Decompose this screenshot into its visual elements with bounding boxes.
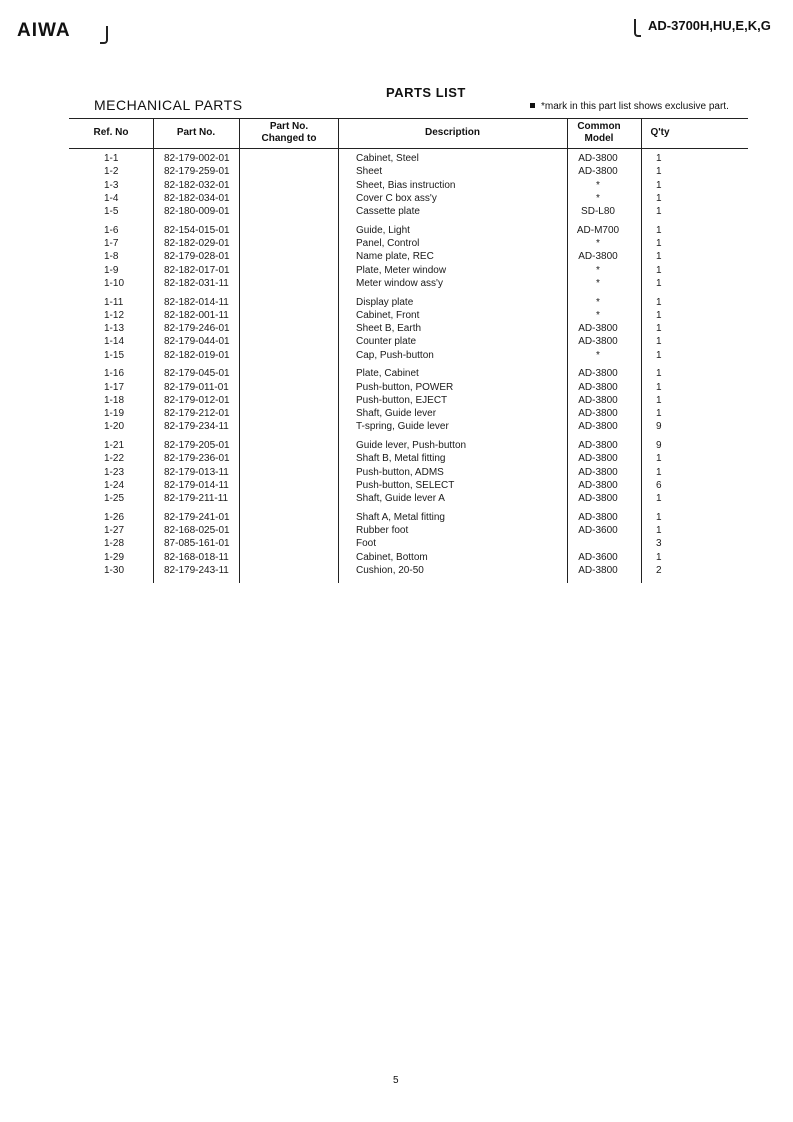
row-desc: Rubber foot [356, 525, 409, 536]
row-model: AD-3800 [578, 408, 618, 419]
row-desc: Shaft, Guide lever A [356, 493, 445, 504]
row-model: * [596, 296, 600, 308]
row-ref: 1-14 [104, 336, 125, 348]
row-ref: 1-27 [104, 525, 125, 536]
row-desc: Plate, Meter window [356, 264, 447, 276]
row-part: 82-179-205-01 [164, 440, 230, 451]
exclusive-note [530, 101, 729, 112]
row-model: * [596, 309, 600, 321]
row-part: 82-168-018-11 [164, 551, 229, 563]
model-number: AD-3700H,HU,E,K,G [648, 18, 771, 33]
row-desc: Panel, Control [356, 238, 420, 249]
row-part: 82-179-045-01 [164, 368, 230, 380]
row-part: 82-182-032-01 [164, 179, 230, 191]
row-part: 82-179-012-01 [164, 394, 230, 406]
row-desc: Cassette plate [356, 206, 420, 217]
row-desc: Cushion, 20-50 [356, 564, 424, 576]
row-ref: 1-18 [104, 394, 125, 406]
row-desc: Push-button, ADMS [356, 466, 444, 478]
row-qty: 3 [656, 538, 662, 550]
row-model: AD-3800 [578, 336, 618, 348]
row-model: AD-3600 [578, 525, 618, 536]
row-model: AD-M700 [576, 224, 620, 236]
row-model: SD-L80 [581, 206, 615, 217]
row-ref: 1-9 [104, 264, 119, 276]
col-divider-5 [641, 118, 642, 583]
row-qty: 1 [656, 453, 662, 465]
row-desc: Meter window ass'y [356, 277, 443, 289]
row-qty: 1 [656, 238, 662, 249]
exclusive-note-text: *mark in this part list shows exclusive part. [541, 101, 729, 112]
row-ref: 1-8 [104, 251, 119, 263]
row-ref: 1-15 [104, 349, 125, 361]
row-part: 82-182-014-11 [164, 296, 229, 308]
row-desc: Cover C box ass'y [356, 192, 437, 204]
row-ref: 1-12 [104, 309, 125, 321]
row-desc: Display plate [356, 296, 414, 308]
table-top-rule [69, 118, 748, 119]
model-corner-mark [634, 19, 641, 37]
row-part: 82-179-044-01 [164, 336, 230, 348]
row-model: AD-3800 [578, 493, 618, 504]
row-qty: 1 [656, 251, 662, 263]
row-ref: 1-17 [104, 381, 125, 393]
row-part: 82-179-013-11 [164, 466, 229, 478]
row-desc: Plate, Cabinet [356, 368, 419, 380]
row-desc: Guide lever, Push-button [356, 440, 467, 451]
row-qty: 1 [656, 466, 662, 478]
row-model: * [596, 179, 600, 191]
row-ref: 1-23 [104, 466, 125, 478]
row-desc: Cap, Push-button [356, 349, 434, 361]
row-desc: Sheet, Bias instruction [356, 179, 456, 191]
brand-corner-mark [100, 26, 108, 44]
row-part: 82-179-236-01 [164, 453, 230, 465]
row-model: AD-3800 [578, 166, 618, 178]
page-number: 5 [393, 1075, 399, 1086]
row-qty: 1 [656, 551, 662, 563]
row-part: 82-182-019-01 [164, 349, 230, 361]
row-desc: Counter plate [356, 336, 417, 348]
row-ref: 1-24 [104, 479, 125, 491]
row-model: * [596, 349, 600, 361]
row-desc: Shaft, Guide lever [356, 408, 437, 419]
row-desc: Push-button, SELECT [356, 479, 455, 491]
row-part: 82-182-034-01 [164, 192, 230, 204]
row-desc: Foot [356, 538, 377, 550]
row-desc: Cabinet, Steel [356, 153, 419, 164]
row-qty: 1 [656, 264, 662, 276]
row-qty: 1 [656, 206, 662, 217]
row-part: 82-182-017-01 [164, 264, 230, 276]
row-model: * [596, 238, 600, 249]
row-part: 82-182-031-11 [164, 277, 229, 289]
header-ref-no: Ref. No [93, 127, 129, 138]
row-ref: 1-1 [104, 153, 119, 164]
row-part: 82-179-211-11 [164, 493, 229, 504]
row-qty: 1 [656, 368, 662, 380]
row-part: 82-180-009-01 [164, 206, 230, 217]
row-part: 82-168-025-01 [164, 525, 230, 536]
row-desc: Guide, Light [356, 224, 410, 236]
row-ref: 1-11 [104, 296, 124, 308]
row-desc: Push-button, POWER [356, 381, 454, 393]
row-ref: 1-29 [104, 551, 125, 563]
row-part: 82-179-246-01 [164, 323, 230, 334]
row-qty: 1 [656, 323, 662, 334]
row-model: AD-3800 [578, 453, 618, 465]
row-part: 87-085-161-01 [164, 538, 230, 550]
row-qty: 1 [656, 224, 662, 236]
row-ref: 1-16 [104, 368, 125, 380]
row-model: AD-3800 [578, 251, 618, 263]
row-model: AD-3800 [578, 564, 618, 576]
header-qty: Q'ty [650, 127, 670, 138]
row-ref: 1-10 [104, 277, 125, 289]
header-part-no-changed: Part No. Changed to [261, 121, 317, 144]
row-qty: 1 [656, 166, 662, 178]
row-ref: 1-13 [104, 323, 125, 334]
row-ref: 1-25 [104, 493, 125, 504]
row-desc: Sheet [356, 166, 383, 178]
row-part: 82-182-001-11 [164, 309, 229, 321]
row-model: AD-3800 [578, 368, 618, 380]
row-qty: 6 [656, 479, 662, 491]
row-ref: 1-5 [104, 206, 119, 217]
header-part-no: Part No. [176, 127, 216, 138]
row-qty: 1 [656, 192, 662, 204]
row-qty: 9 [656, 440, 662, 451]
table-header-rule [69, 148, 748, 149]
row-qty: 1 [656, 277, 662, 289]
row-model: AD-3800 [578, 153, 618, 164]
row-desc: Shaft A, Metal fitting [356, 511, 445, 523]
row-model: * [596, 192, 600, 204]
col-divider-3 [338, 118, 339, 583]
row-qty: 9 [656, 421, 662, 433]
row-qty: 1 [656, 153, 662, 164]
row-model: AD-3800 [578, 440, 618, 451]
row-desc: Push-button, EJECT [356, 394, 448, 406]
row-ref: 1-26 [104, 511, 125, 523]
col-divider-2 [239, 118, 240, 583]
row-part: 82-179-241-01 [164, 511, 230, 523]
row-model: AD-3800 [578, 381, 618, 393]
row-qty: 1 [656, 179, 662, 191]
row-model: * [596, 277, 600, 289]
row-model: * [596, 264, 600, 276]
section-title: MECHANICAL PARTS [94, 97, 243, 113]
row-ref: 1-21 [104, 440, 125, 451]
row-qty: 1 [656, 525, 662, 536]
row-qty: 1 [656, 511, 662, 523]
row-desc: T-spring, Guide lever [356, 421, 449, 433]
row-qty: 1 [656, 493, 662, 504]
row-desc: Cabinet, Bottom [356, 551, 428, 563]
row-part: 82-179-028-01 [164, 251, 230, 263]
brand-logo: AIWA [17, 20, 71, 41]
square-bullet-icon [530, 103, 535, 108]
row-ref: 1-6 [104, 224, 119, 236]
row-model: AD-3800 [578, 421, 618, 433]
row-model: AD-3600 [578, 551, 618, 563]
page-title: PARTS LIST [386, 85, 466, 100]
row-desc: Shaft B, Metal fitting [356, 453, 446, 465]
row-desc: Cabinet, Front [356, 309, 420, 321]
row-ref: 1-20 [104, 421, 125, 433]
row-model: AD-3800 [578, 323, 618, 334]
row-ref: 1-28 [104, 538, 125, 550]
row-part: 82-179-243-11 [164, 564, 229, 576]
row-ref: 1-30 [104, 564, 125, 576]
row-qty: 1 [656, 394, 662, 406]
row-part: 82-179-234-11 [164, 421, 229, 433]
col-divider-1 [153, 118, 154, 583]
row-part: 82-154-015-01 [164, 224, 230, 236]
row-qty: 1 [656, 349, 662, 361]
row-ref: 1-19 [104, 408, 125, 419]
row-model: AD-3800 [578, 479, 618, 491]
row-ref: 1-22 [104, 453, 125, 465]
row-ref: 1-4 [104, 192, 119, 204]
row-part: 82-179-259-01 [164, 166, 230, 178]
row-qty: 1 [656, 408, 662, 419]
row-part: 82-179-002-01 [164, 153, 230, 164]
row-model: AD-3800 [578, 511, 618, 523]
row-qty: 1 [656, 296, 662, 308]
row-part: 82-182-029-01 [164, 238, 230, 249]
row-ref: 1-7 [104, 238, 119, 249]
row-ref: 1-3 [104, 179, 119, 191]
row-model: AD-3800 [578, 466, 618, 478]
row-ref: 1-2 [104, 166, 119, 178]
row-model: AD-3800 [578, 394, 618, 406]
row-desc: Sheet B, Earth [356, 323, 422, 334]
row-part: 82-179-212-01 [164, 408, 230, 419]
row-qty: 2 [656, 564, 662, 576]
header-description: Description [424, 127, 480, 138]
row-qty: 1 [656, 381, 662, 393]
row-qty: 1 [656, 309, 662, 321]
row-desc: Name plate, REC [356, 251, 434, 263]
row-part: 82-179-014-11 [164, 479, 229, 491]
header-common-model: Common Model [577, 121, 621, 144]
row-qty: 1 [656, 336, 662, 348]
row-part: 82-179-011-01 [164, 381, 229, 393]
